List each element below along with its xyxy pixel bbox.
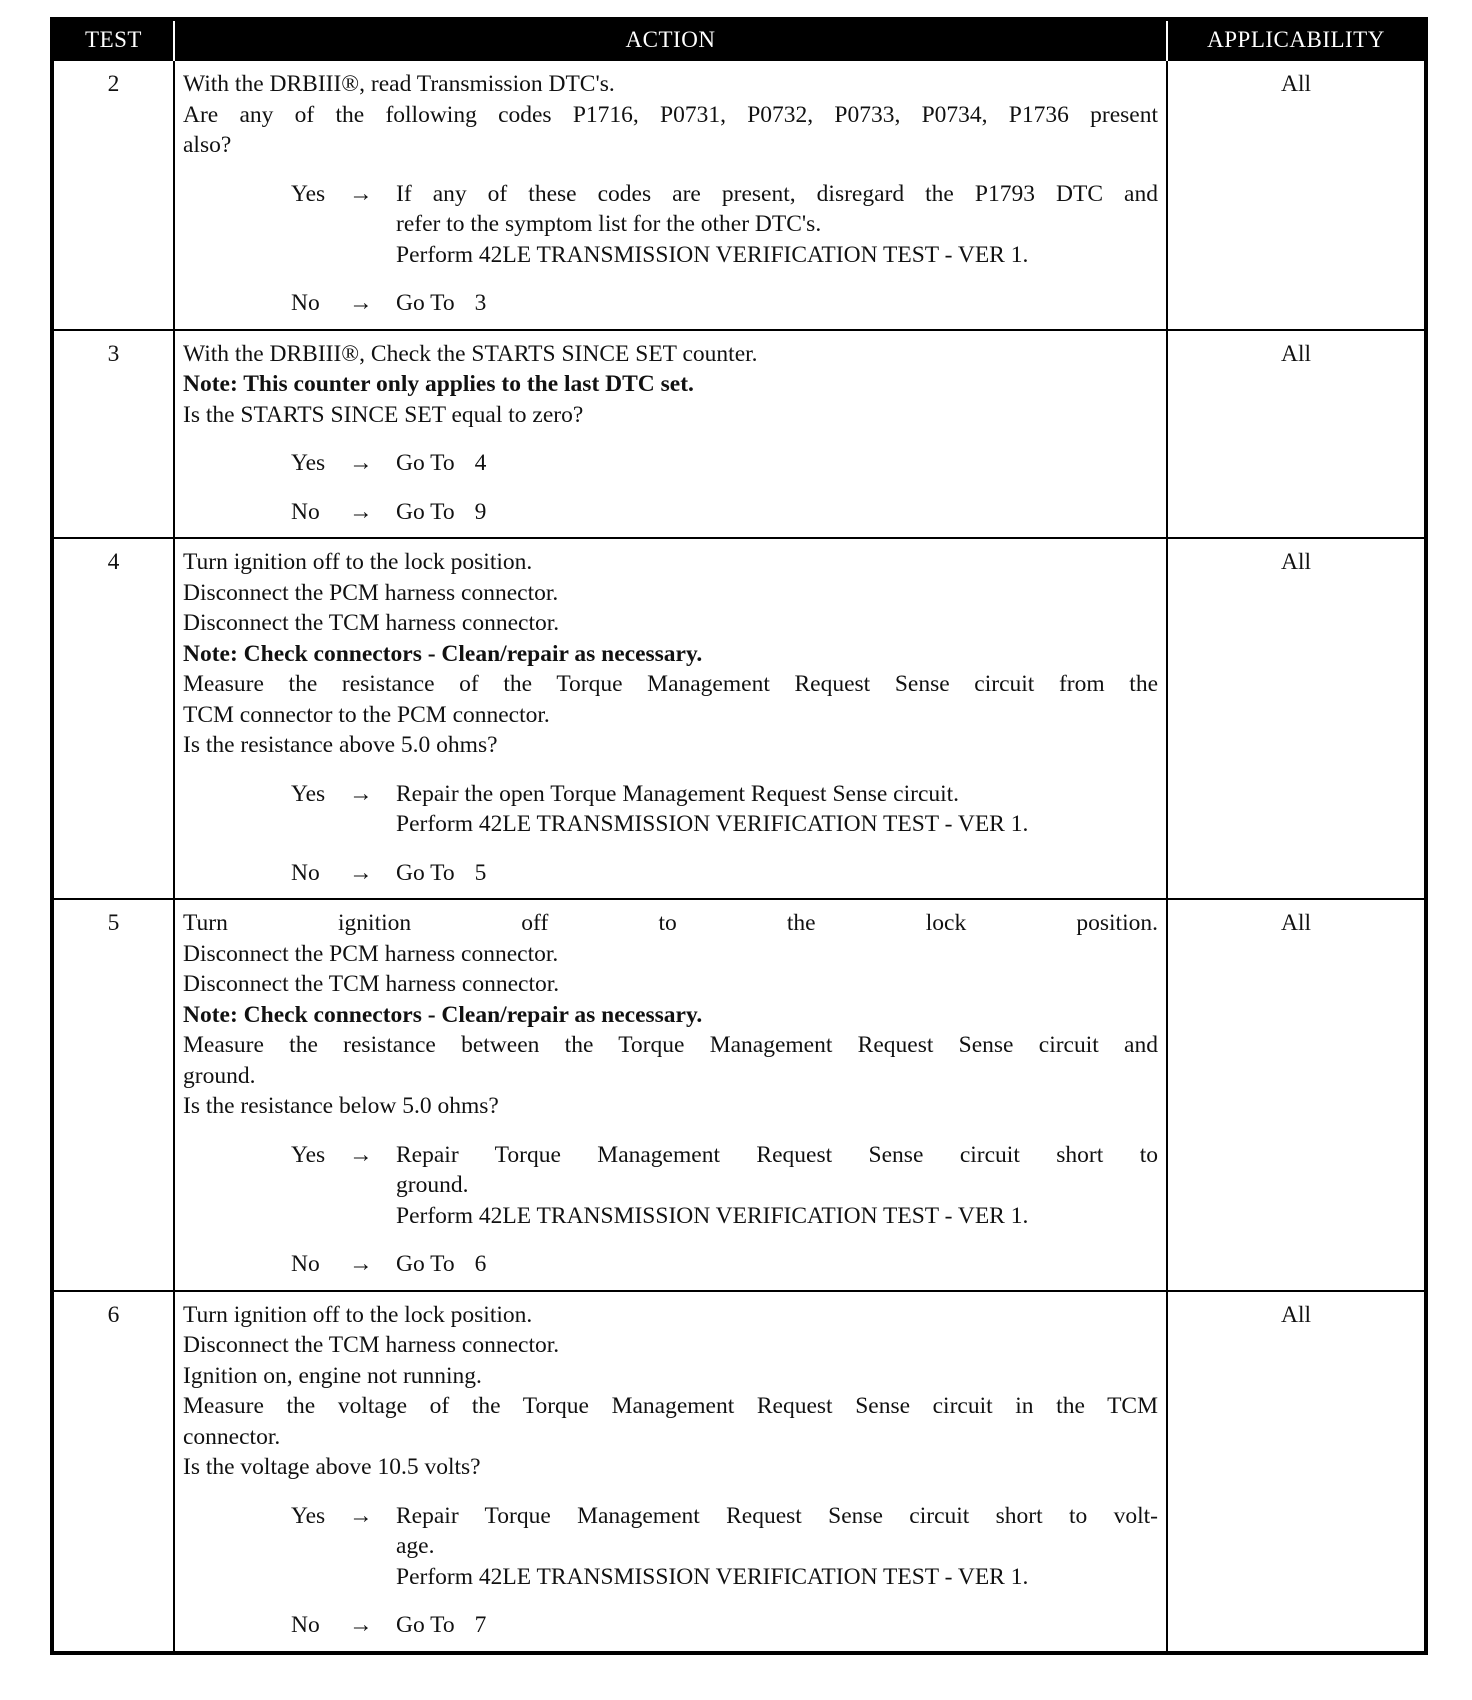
yes-response bbox=[183, 448, 1158, 479]
header-test: TEST bbox=[52, 19, 174, 60]
action-line: TCM connector to the PCM connector. bbox=[183, 701, 550, 728]
yes-response bbox=[183, 179, 1158, 271]
table-row bbox=[52, 538, 1426, 899]
test-number: 5 bbox=[52, 899, 174, 1291]
action-line: Ignition on, engine not running. bbox=[183, 1362, 482, 1389]
test-number: 2 bbox=[52, 60, 174, 330]
no-result bbox=[396, 497, 1158, 528]
no-label: No bbox=[291, 290, 320, 316]
action-line: Repair the open Torque Management Request Sense circuit. bbox=[396, 780, 960, 807]
goto-test-number: 7 bbox=[474, 1612, 487, 1638]
action-cell bbox=[174, 60, 1167, 330]
action-note: Note: Check connectors - Clean/repair as necessary. bbox=[183, 640, 703, 667]
action-line: Is the voltage above 10.5 volts? bbox=[183, 1454, 481, 1480]
right-arrow-icon: → bbox=[349, 1251, 373, 1277]
yes-result bbox=[396, 448, 1158, 479]
no-label: No bbox=[291, 1612, 320, 1638]
action-cell bbox=[174, 1291, 1167, 1653]
action-line: If any of these codes are present, disregard the P1793 DTC and bbox=[396, 180, 1158, 207]
no-result bbox=[396, 288, 1158, 319]
table-row bbox=[52, 330, 1426, 539]
right-arrow-icon: → bbox=[349, 498, 373, 525]
no-response bbox=[183, 1610, 1158, 1641]
yes-label: Yes bbox=[291, 450, 326, 476]
table-header-row bbox=[52, 19, 1426, 60]
applicability-value: All bbox=[1167, 330, 1426, 539]
no-response bbox=[183, 288, 1158, 319]
indent-spacer bbox=[183, 448, 291, 479]
diagnostic-table-sheet bbox=[50, 17, 1424, 1655]
table-row bbox=[52, 1291, 1426, 1653]
no-label: No bbox=[291, 1251, 320, 1277]
applicability-value: All bbox=[1167, 1291, 1426, 1653]
action-line: Disconnect the PCM harness connector. bbox=[183, 579, 559, 606]
action-line: refer to the symptom list for the other DTC's. bbox=[396, 211, 822, 237]
table-row bbox=[52, 899, 1426, 1291]
yes-result bbox=[396, 179, 1158, 271]
action-cell bbox=[174, 538, 1167, 899]
goto-test-number: 4 bbox=[474, 450, 487, 476]
diagnostic-table bbox=[50, 17, 1428, 1655]
action-line: With the DRBIII®, Check the STARTS SINCE SET counter. bbox=[183, 340, 758, 367]
header-action: ACTION bbox=[174, 19, 1167, 60]
right-arrow-icon: → bbox=[349, 1612, 373, 1638]
action-line: Disconnect the TCM harness connector. bbox=[183, 610, 560, 636]
indent-spacer bbox=[183, 858, 291, 889]
indent-spacer bbox=[183, 1501, 291, 1593]
yes-response bbox=[183, 1501, 1158, 1593]
action-line: also? bbox=[183, 132, 232, 158]
applicability-value: All bbox=[1167, 538, 1426, 899]
action-line: Perform 42LE TRANSMISSION VERIFICATION TEST - VER 1. bbox=[396, 241, 1029, 268]
yes-label: Yes bbox=[291, 180, 326, 207]
action-line: Repair Torque Management Request Sense circuit short to bbox=[396, 1141, 1158, 1168]
action-line: Measure the resistance of the Torque Management Request Sense circuit from the bbox=[183, 671, 1158, 697]
right-arrow-icon: → bbox=[349, 450, 373, 476]
no-response bbox=[183, 1249, 1158, 1280]
indent-spacer bbox=[183, 1249, 291, 1280]
test-number: 3 bbox=[52, 330, 174, 539]
no-label: No bbox=[291, 859, 320, 886]
goto-test-number: 3 bbox=[474, 290, 487, 316]
yes-label: Yes bbox=[291, 1141, 326, 1168]
goto-text: Go To bbox=[396, 1612, 455, 1638]
table-body bbox=[52, 60, 1426, 1653]
yes-result bbox=[396, 1501, 1158, 1593]
action-line: Perform 42LE TRANSMISSION VERIFICATION TEST - VER 1. bbox=[396, 811, 1029, 837]
goto-test-number: 6 bbox=[474, 1251, 487, 1277]
goto-test-number: 9 bbox=[474, 498, 487, 525]
action-line: ground. bbox=[396, 1172, 469, 1198]
action-line: Turn ignition off to the lock position. bbox=[183, 549, 533, 575]
yes-response bbox=[183, 779, 1158, 840]
yes-label: Yes bbox=[291, 1502, 326, 1529]
action-line: age. bbox=[396, 1533, 435, 1559]
indent-spacer bbox=[183, 179, 291, 271]
goto-test-number: 5 bbox=[474, 859, 487, 886]
action-cell bbox=[174, 330, 1167, 539]
action-line: Perform 42LE TRANSMISSION VERIFICATION TEST - VER 1. bbox=[396, 1202, 1029, 1229]
action-line: Is the resistance above 5.0 ohms? bbox=[183, 732, 498, 758]
action-line: Is the STARTS SINCE SET equal to zero? bbox=[183, 401, 584, 428]
action-line: Are any of the following codes P1716, P0731, P0732, P0733, P0734, P1736 present bbox=[183, 101, 1158, 128]
no-label: No bbox=[291, 498, 320, 525]
goto-text: Go To bbox=[396, 1251, 455, 1277]
action-line: Is the resistance below 5.0 ohms? bbox=[183, 1093, 499, 1119]
test-number: 6 bbox=[52, 1291, 174, 1653]
right-arrow-icon: → bbox=[349, 180, 373, 207]
applicability-value: All bbox=[1167, 60, 1426, 330]
right-arrow-icon: → bbox=[349, 859, 373, 886]
header-applicability: APPLICABILITY bbox=[1167, 19, 1426, 60]
indent-spacer bbox=[183, 497, 291, 528]
goto-text: Go To bbox=[396, 859, 455, 886]
no-response bbox=[183, 497, 1158, 528]
no-response bbox=[183, 858, 1158, 889]
indent-spacer bbox=[183, 1140, 291, 1232]
yes-result bbox=[396, 779, 1158, 840]
action-note: Note: Check connectors - Clean/repair as necessary. bbox=[183, 1001, 703, 1028]
action-line: Turn ignition off to the lock position. bbox=[183, 1301, 533, 1328]
no-result bbox=[396, 1610, 1158, 1641]
action-line: With the DRBIII®, read Transmission DTC's. bbox=[183, 71, 615, 97]
action-line: ground. bbox=[183, 1062, 256, 1089]
action-line: Perform 42LE TRANSMISSION VERIFICATION TEST - VER 1. bbox=[396, 1563, 1029, 1590]
yes-label: Yes bbox=[291, 780, 326, 807]
goto-text: Go To bbox=[396, 290, 455, 316]
goto-text: Go To bbox=[396, 450, 455, 476]
applicability-value: All bbox=[1167, 899, 1426, 1291]
test-number: 4 bbox=[52, 538, 174, 899]
action-line: Repair Torque Management Request Sense circuit short to volt- bbox=[396, 1502, 1158, 1529]
yes-result bbox=[396, 1140, 1158, 1232]
action-line: Measure the voltage of the Torque Management Request Sense circuit in the TCM bbox=[183, 1393, 1158, 1419]
action-line: Turn ignition off to the lock position. bbox=[183, 910, 1158, 936]
action-line: Measure the resistance between the Torque Management Request Sense circuit and bbox=[183, 1032, 1158, 1058]
no-result bbox=[396, 1249, 1158, 1280]
action-line: Disconnect the TCM harness connector. bbox=[183, 971, 560, 997]
indent-spacer bbox=[183, 1610, 291, 1641]
right-arrow-icon: → bbox=[349, 1502, 373, 1529]
action-line: connector. bbox=[183, 1423, 281, 1450]
indent-spacer bbox=[183, 288, 291, 319]
yes-response bbox=[183, 1140, 1158, 1232]
right-arrow-icon: → bbox=[349, 1141, 373, 1168]
right-arrow-icon: → bbox=[349, 290, 373, 316]
indent-spacer bbox=[183, 779, 291, 840]
table-row bbox=[52, 60, 1426, 330]
action-line: Disconnect the TCM harness connector. bbox=[183, 1332, 560, 1358]
action-cell bbox=[174, 899, 1167, 1291]
right-arrow-icon: → bbox=[349, 780, 373, 807]
no-result bbox=[396, 858, 1158, 889]
goto-text: Go To bbox=[396, 498, 455, 525]
action-note: Note: This counter only applies to the last DTC set. bbox=[183, 371, 694, 397]
action-line: Disconnect the PCM harness connector. bbox=[183, 940, 559, 967]
